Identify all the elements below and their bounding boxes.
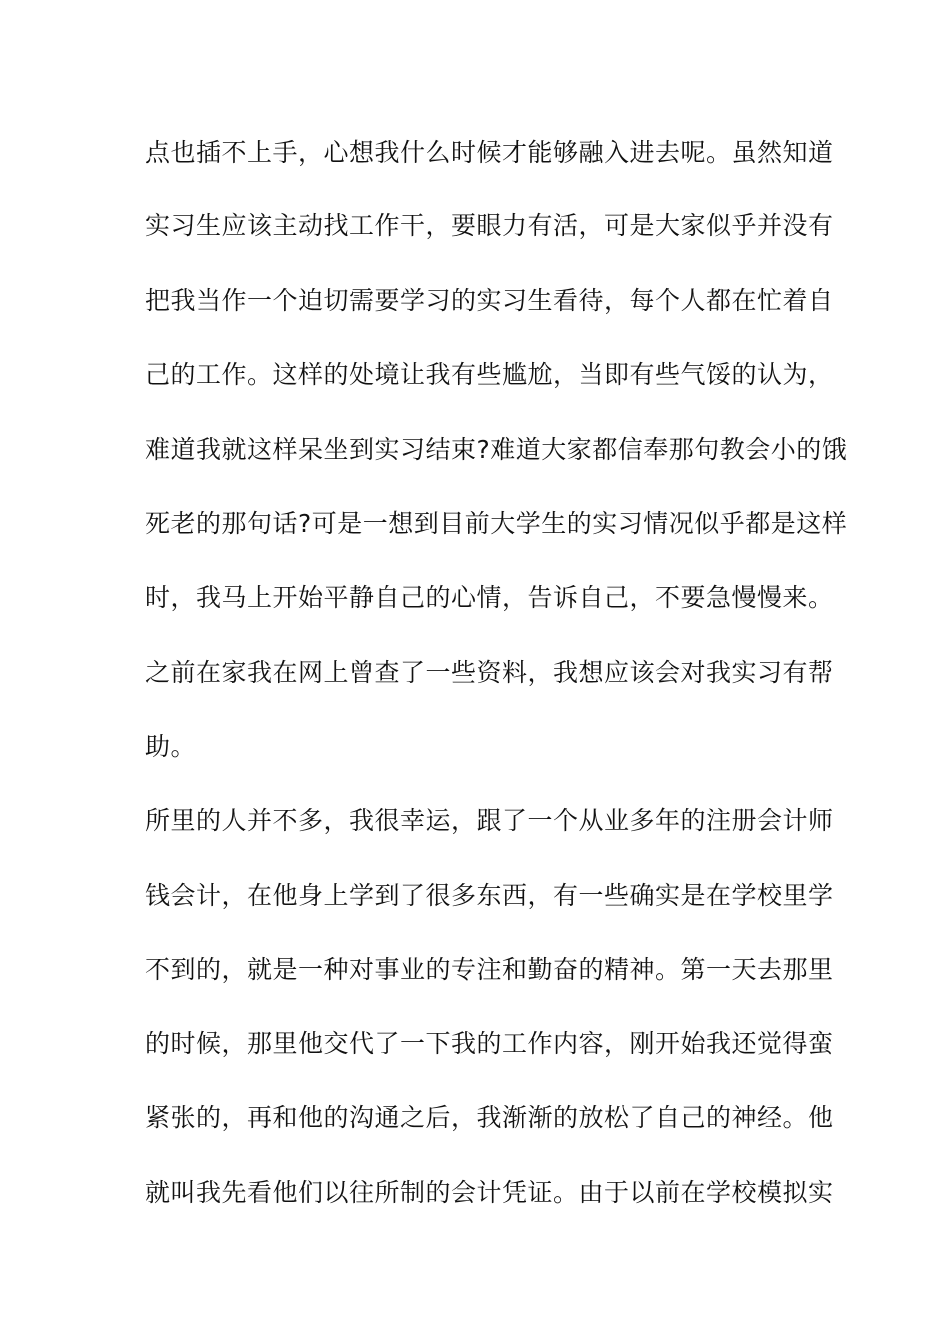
text-line: 之前在家我在网上曾查了一些资料，我想应该会对我实习有帮	[145, 658, 834, 687]
text-line: 紧张的，再和他的沟通之后，我渐渐的放松了自己的神经。他	[145, 1103, 834, 1132]
text-line: 不到的，就是一种对事业的专注和勤奋的精神。第一天去那里	[145, 955, 834, 984]
text-line: 就叫我先看他们以往所制的会计凭证。由于以前在学校模拟实	[145, 1178, 834, 1207]
text-line: 死老的那句话?可是一想到目前大学生的实习情况似乎都是这样	[145, 509, 848, 538]
text-line: 助。	[145, 732, 197, 761]
text-line: 实习生应该主动找工作干，要眼力有活，可是大家似乎并没有	[145, 211, 834, 240]
text-line: 钱会计，在他身上学到了很多东西，有一些确实是在学校里学	[145, 881, 834, 910]
text-line: 的时候，那里他交代了一下我的工作内容，刚开始我还觉得蛮	[145, 1029, 834, 1058]
text-line: 时，我马上开始平静自己的心情，告诉自己，不要急慢慢来。	[145, 583, 834, 612]
text-line: 己的工作。这样的处境让我有些尴尬，当即有些气馁的认为，	[145, 360, 834, 389]
text-line: 点也插不上手，心想我什么时候才能够融入进去呢。虽然知道	[145, 138, 834, 167]
text-line: 难道我就这样呆坐到实习结束?难道大家都信奉那句教会小的饿	[145, 435, 848, 464]
text-line: 把我当作一个迫切需要学习的实习生看待，每个人都在忙着自	[145, 286, 834, 315]
text-line: 所里的人并不多，我很幸运，跟了一个从业多年的注册会计师	[145, 806, 834, 835]
